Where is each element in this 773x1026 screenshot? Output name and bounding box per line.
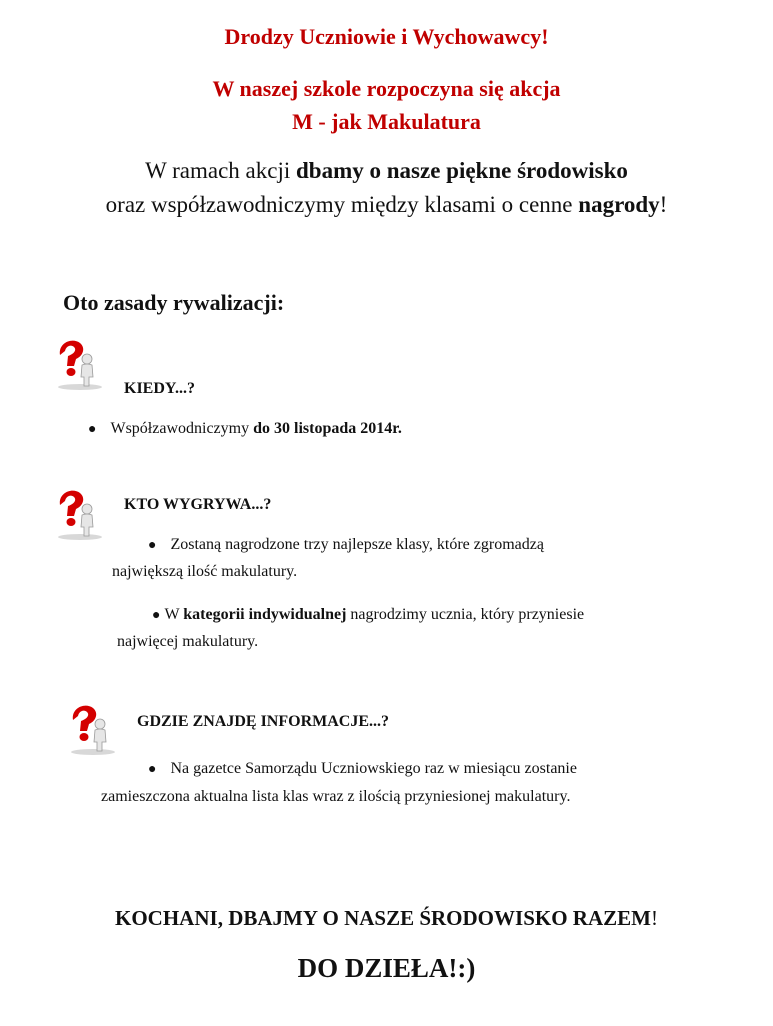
item-text: nagrodzimy ucznia, który przyniesie <box>346 606 585 623</box>
bullet: ● <box>88 422 97 437</box>
item-text: Współzawodniczymy <box>110 420 254 437</box>
item-text-continued: największą ilość makulatury. <box>112 563 298 580</box>
greeting: Drodzy Uczniowie i Wychowawcy! <box>224 24 549 49</box>
intro-text: oraz współzawodniczymy między klasami o cenne <box>105 192 579 217</box>
question-figure-icon <box>50 335 104 391</box>
item-text: Na gazetce Samorządu Uczniowskiego raz w miesiącu zostanie <box>170 760 577 777</box>
intro-text: W ramach akcji <box>145 158 297 183</box>
intro-line-2 <box>0 192 773 218</box>
item-emphasis: do 30 listopada 2014r. <box>253 420 402 437</box>
item-emphasis: kategorii indywidualnej <box>183 606 347 623</box>
intro-punct: ! <box>659 192 668 217</box>
closing-punct: ! <box>650 906 658 930</box>
section-heading: KIEDY...? <box>124 380 195 397</box>
bullet: ● <box>148 538 157 553</box>
item-text-continued: najwięcej makulatury. <box>117 633 259 650</box>
announcement-line-2: M - jak Makulatura <box>292 109 481 134</box>
intro-line-1 <box>0 158 773 184</box>
question-figure-icon <box>63 700 117 756</box>
item-text: Zostaną nagrodzone trzy najlepsze klasy, które zgromadzą <box>170 536 544 553</box>
rules-heading: Oto zasady rywalizacji: <box>63 290 285 315</box>
item-text: W <box>164 606 184 623</box>
list-item <box>148 536 544 554</box>
item-text-continued: zamieszczona aktualna lista klas wraz z ilością przyniesionej makulatury. <box>101 788 571 805</box>
closing-emphasis: KOCHANI, DBAJMY O NASZE ŚRODOWISKO RAZEM <box>115 906 651 930</box>
section-heading: GDZIE ZNAJDĘ INFORMACJE...? <box>137 713 390 730</box>
intro-emphasis: nagrody <box>578 192 660 217</box>
final-call: DO DZIEŁA!:) <box>297 953 476 983</box>
question-figure-icon <box>50 485 104 541</box>
intro-emphasis: dbamy o nasze piękne środowisko <box>296 158 628 183</box>
closing-line <box>0 906 773 931</box>
bullet: ● <box>148 762 157 777</box>
bullet: ● <box>152 608 161 623</box>
list-item <box>88 420 402 438</box>
announcement-line-1: W naszej szkole rozpoczyna się akcja <box>212 76 561 101</box>
list-item <box>152 606 584 624</box>
section-heading: KTO WYGRYWA...? <box>124 496 272 513</box>
list-item <box>148 760 577 778</box>
